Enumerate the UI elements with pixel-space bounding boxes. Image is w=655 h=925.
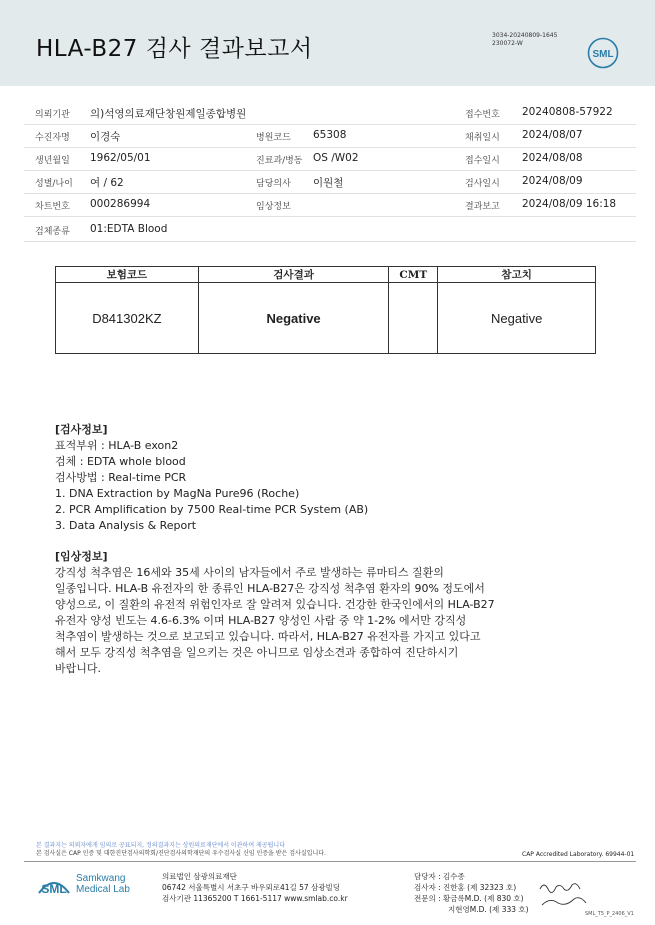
- staff-line: 검사자 : 진한홍 (제 32323 호): [414, 883, 517, 892]
- samkwang-logo: [36, 871, 72, 901]
- clinical-info-line: 해서 모두 강직성 척추염을 일으키는 것은 아니므로 임상소견과 종합하여 진단하시기: [55, 646, 459, 659]
- test-info-section: [55, 422, 368, 534]
- clinical-label: 임상정보: [256, 202, 291, 212]
- brand-name-line-1: Samkwang: [76, 873, 126, 884]
- dob-label: 생년월일: [35, 156, 70, 166]
- reported-label: 결과보고: [465, 202, 500, 212]
- cap-accreditation: CAP Accredited Laboratory. 69944-01: [522, 851, 635, 858]
- staff-line: 담당자 : 김수종: [414, 872, 465, 881]
- name-value: 이경숙: [90, 131, 121, 143]
- results-table: [55, 266, 596, 354]
- insurance-code-cell: D841302KZ: [56, 283, 199, 354]
- staff-line: 전문의 : 황금록M.D. (제 830 호): [414, 894, 524, 903]
- test-info-line: 1. DNA Extraction by MagNa Pure96 (Roche): [55, 487, 300, 500]
- col-header-cmt: CMT: [389, 267, 438, 283]
- chart-label: 차트번호: [35, 202, 70, 212]
- form-code: SML_T5_P_2406_V1: [585, 911, 634, 917]
- org-info-line: 06742 서울특별시 서초구 바우뫼로41길 57 삼광빌딩: [162, 883, 341, 892]
- test-info-heading: [검사정보]: [55, 423, 108, 436]
- brand-name: [76, 873, 130, 895]
- report-title: HLA-B27 검사 결과보고서: [36, 36, 313, 62]
- hospital-code-label: 병원코드: [256, 133, 291, 143]
- institution-value: 의)석영의료재단창원제일종합병원: [90, 108, 247, 120]
- result-cell: Negative: [198, 283, 389, 354]
- specimen-value: 01:EDTA Blood: [90, 223, 168, 235]
- footer-notice-1: 본 결과지는 의뢰자에게 임의로 공표되지, 정의결과지는 상원의료재단에서 이관하여 제공됩니다: [36, 842, 286, 849]
- dept-label: 진료과/병동: [256, 156, 303, 166]
- chart-value: 000286994: [90, 198, 151, 210]
- institution-label: 의뢰기관: [35, 110, 70, 120]
- clinical-info-section: [55, 549, 495, 677]
- dept-value: OS /W02: [313, 152, 359, 164]
- doctor-value: 이원철: [313, 177, 344, 189]
- info-row-dob: [24, 147, 636, 171]
- clinical-info-line: 일종입니다. HLA-B 유전자의 한 종류인 HLA-B27은 강직성 척추염 환자의 90% 정도에서: [55, 582, 485, 595]
- sex-age-value: 여 / 62: [90, 177, 124, 189]
- org-info-line: 검사기관 11365200 T 1661-5117 www.smlab.co.kr: [162, 894, 348, 903]
- results-header-row: [56, 267, 596, 283]
- org-info-line: 의료법인 삼광의료재단: [162, 872, 237, 881]
- brand-name-line-2: Medical Lab: [76, 884, 130, 895]
- clinical-info-line: 양성으로, 이 질환의 유전적 위험인자로 잘 알려져 있습니다. 건강한 한국인에서의 HLA-B27: [55, 598, 495, 611]
- test-info-line: 3. Data Analysis & Report: [55, 519, 197, 532]
- signature-image: [538, 877, 588, 911]
- clinical-info-line: 유전자 양성 빈도는 4.6-6.3% 이며 HLA-B27 양성인 사람 중 약 1-2% 에서만 강직성: [55, 614, 467, 627]
- collected-value: 2024/08/07: [522, 129, 583, 141]
- tested-value: 2024/08/09: [522, 175, 583, 187]
- info-row-name: [24, 124, 636, 148]
- info-row-chart: [24, 193, 636, 217]
- clinical-info-line: 강직성 척추염은 16세와 35세 사이의 남자들에서 주로 발생하는 류마티스 질환의: [55, 566, 444, 579]
- col-header-reference: 참고치: [438, 267, 596, 283]
- received-value: 2024/08/08: [522, 152, 583, 164]
- accession-value: 20240808-57922: [522, 106, 613, 118]
- info-row-specimen: [24, 216, 636, 242]
- col-header-insurance-code: 보험코드: [56, 267, 199, 283]
- clinical-info-line: 바랍니다.: [55, 662, 102, 675]
- document-code: [492, 32, 557, 48]
- dob-value: 1962/05/01: [90, 152, 151, 164]
- doctor-label: 담당의사: [256, 179, 291, 189]
- test-info-line: 검사방법 : Real-time PCR: [55, 471, 187, 484]
- info-row-institution: [24, 101, 636, 125]
- reported-value: 2024/08/09 16:18: [522, 198, 617, 210]
- document-code-2: 230072-W: [492, 40, 523, 47]
- sml-logo: [587, 37, 619, 69]
- clinical-info-heading: [임상정보]: [55, 550, 108, 563]
- cmt-cell: [389, 283, 438, 354]
- collected-label: 채취일시: [465, 133, 500, 143]
- test-info-line: 검체 : EDTA whole blood: [55, 455, 186, 468]
- accession-label: 접수번호: [465, 110, 500, 120]
- hospital-code-value: 65308: [313, 129, 347, 141]
- name-label: 수진자명: [35, 133, 70, 143]
- col-header-result: 검사결과: [198, 267, 389, 283]
- tested-label: 검사일시: [465, 179, 500, 189]
- received-label: 접수일시: [465, 156, 500, 166]
- specimen-label: 검체종류: [35, 227, 70, 237]
- test-info-line: 표적부위 : HLA-B exon2: [55, 439, 179, 452]
- clinical-info-line: 척추염이 발생하는 것으로 보고되고 있습니다. 따라서, HLA-B27 유전자를 가지고 있다고: [55, 630, 481, 643]
- org-info: [162, 871, 348, 904]
- staff-line: 지현영M.D. (제 333 호): [448, 905, 529, 914]
- sml-logo-text: SML: [592, 49, 614, 60]
- footer-notice-2: 본 검사실은 CAP 인증 및 대한진단검사의학회/진단검사의학재단의 우수검사실 신임 인증을 받은 검사실입니다.: [36, 850, 326, 857]
- staff-info: [414, 871, 529, 915]
- info-row-sex-age: [24, 170, 636, 194]
- samkwang-logo-text: SML: [41, 882, 67, 896]
- table-row: [56, 283, 596, 354]
- document-code-1: 3034-20240809-1645: [492, 32, 558, 39]
- footer-divider: [24, 861, 636, 862]
- reference-cell: Negative: [438, 283, 596, 354]
- test-info-line: 2. PCR Amplification by 7500 Real-time PCR System (AB): [55, 503, 369, 516]
- sex-age-label: 성별/나이: [35, 179, 73, 189]
